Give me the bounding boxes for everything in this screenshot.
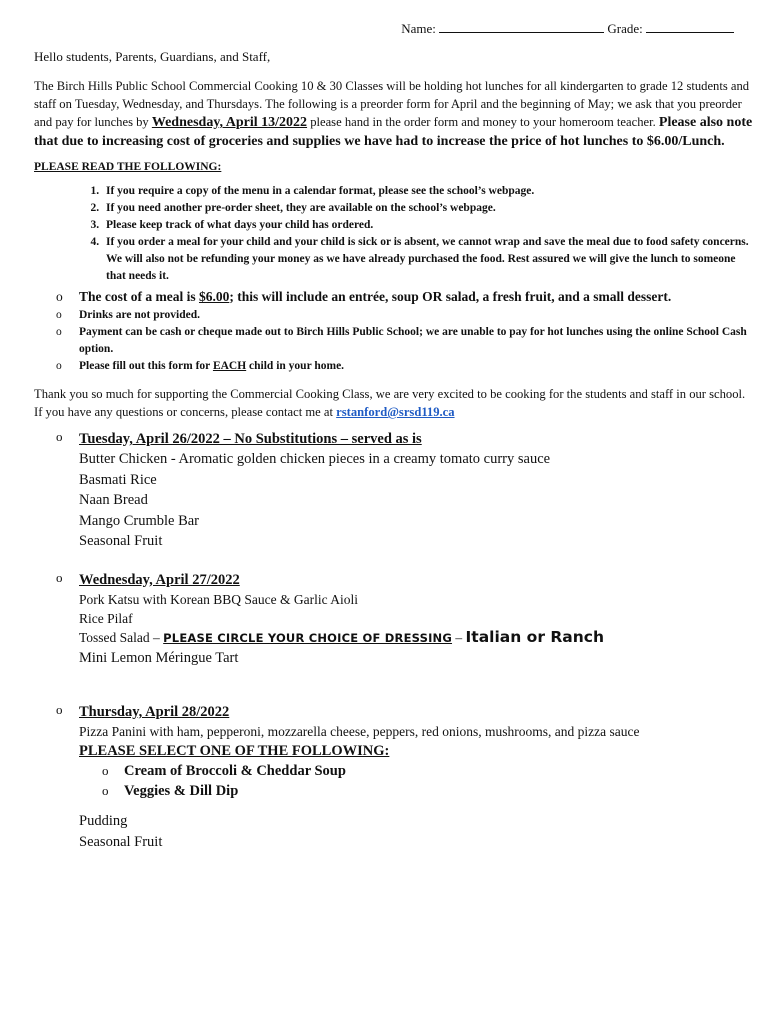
drinks-text: Drinks are not provided.	[79, 309, 200, 321]
option-soup[interactable]	[79, 761, 756, 781]
grade-blank-field[interactable]	[646, 20, 734, 33]
payment-text: Payment can be cash or cheque made out to Birch Hills Public School; we are unable to pay for hot lunches using the online School Cash option.	[79, 326, 747, 355]
wednesday-menu	[34, 570, 756, 669]
greeting: Hello students, Parents, Guardians, and Staff,	[34, 49, 271, 64]
rule-item: 1. If you require a copy of the menu in a calendar format, please see the school’s webpage.	[102, 183, 756, 200]
thanks-paragraph	[34, 385, 756, 421]
menu-item: Basmati Rice	[79, 471, 157, 488]
menu-item: Seasonal Fruit	[79, 533, 163, 549]
salad-label: Tossed Salad –	[79, 629, 164, 645]
form-each-note	[34, 358, 756, 375]
menu-item: Pork Katsu with Korean BBQ Sauce & Garlic Aioli	[79, 591, 358, 607]
soup-salad-options	[79, 761, 756, 801]
contact-email-link[interactable]: rstanford@srsd119.ca	[336, 405, 455, 419]
rule-item: 3. Please keep track of what days your child has ordered.	[102, 217, 756, 234]
bullet-circle-icon: o	[102, 763, 109, 778]
menu-item: Mango Crumble Bar	[79, 512, 200, 529]
form-text-b: child in your home.	[246, 360, 345, 372]
menu-item: Butter Chicken - Aromatic golden chicken pieces in a creamy tomato curry sauce	[79, 451, 551, 467]
order-deadline: Wednesday, April 13/2022	[151, 115, 308, 130]
name-label: Name:	[401, 21, 436, 36]
name-blank-field[interactable]	[439, 20, 604, 33]
order-form-page	[34, 20, 756, 870]
intro-paragraph	[34, 77, 756, 151]
thursday-menu	[34, 702, 756, 852]
cost-text-a: The cost of a meal is	[79, 289, 199, 304]
salad-dressing-line	[79, 628, 756, 648]
menu-item: Rice Pilaf	[79, 610, 133, 626]
payment-note	[34, 324, 756, 358]
bullet-circle-icon: o	[56, 702, 63, 717]
salad-dash: –	[452, 629, 466, 645]
bullet-circle-icon: o	[56, 309, 62, 321]
bullet-circle-icon: o	[102, 783, 109, 798]
thursday-title: Thursday, April 28/2022	[79, 704, 230, 720]
intro-text-1: The Birch Hills Public School Commercial Cooking 10 & 30 Classes will be holding hot lunches for all kindergarten to grade 12 students and staff on Tuesday, Wednesday, and Thursdays. The following is a preorder form for April and the beginning of May; we ask that you preorder and pay for lunches by	[34, 79, 750, 129]
price-increase-notice: Please also note that due to increasing cost of groceries and supplies we have had to increase the price of hot lunches to $6.00/Lunch.	[34, 115, 753, 149]
form-each-word: EACH	[212, 360, 247, 372]
thanks-text: Thank you so much for supporting the Commercial Cooking Class, we are very excited to be cooking for the students and staff in our school. If you have any questions or concerns, please contact me at	[34, 387, 746, 419]
option-soup-label: Cream of Broccoli & Cheddar Soup	[124, 763, 346, 779]
bullet-circle-icon: o	[56, 569, 63, 585]
menu-item: Mini Lemon Méringue Tart	[79, 649, 239, 666]
meal-cost-note	[34, 287, 756, 307]
wednesday-title: Wednesday, April 27/2022	[79, 571, 240, 588]
tuesday-title: Tuesday, April 26/2022 – No Substitutions – served as is	[79, 431, 422, 447]
dressing-choice-heading: PLEASE CIRCLE YOUR CHOICE OF DRESSING	[163, 630, 453, 645]
intro-text-2: please hand in the order form and money to your homeroom teacher.	[307, 115, 659, 129]
option-veggies-label: Veggies & Dill Dip	[124, 783, 239, 799]
bullet-circle-icon: o	[56, 326, 62, 338]
meal-price: $6.00	[198, 289, 230, 304]
bullet-circle-icon: o	[56, 289, 63, 304]
read-following-heading: PLEASE READ THE FOLLOWING:	[34, 161, 222, 173]
form-text-a: Please fill out this form for	[79, 360, 213, 372]
grade-label: Grade:	[607, 21, 643, 36]
rules-list	[34, 183, 756, 285]
notes-list	[34, 287, 756, 375]
tuesday-menu	[34, 429, 756, 552]
menu-item: Pizza Panini with ham, pepperoni, mozzarella cheese, peppers, red onions, mushrooms, and pizza sauce	[79, 724, 640, 739]
rule-item: 4. If you order a meal for your child and your child is sick or is absent, we cannot wrap and save the meal due to food safety concerns. We will also not be refunding your money as we have already purchased the food. Rest assured we will give the lunch to someone that needs it.	[102, 234, 756, 285]
bullet-circle-icon: o	[56, 360, 62, 372]
bullet-circle-icon: o	[56, 429, 63, 444]
cost-text-b: ; this will include an entrée, soup OR salad, a fresh fruit, and a small dessert.	[229, 289, 672, 304]
menu-item: Pudding	[79, 813, 128, 829]
menu-item: Seasonal Fruit	[79, 833, 163, 850]
rule-item: 2. If you need another pre-order sheet, they are available on the school’s webpage.	[102, 200, 756, 217]
name-grade-line	[34, 20, 734, 37]
dressing-options[interactable]: Italian or Ranch	[465, 627, 605, 646]
menu-item: Naan Bread	[79, 492, 148, 508]
option-veggies[interactable]	[79, 781, 756, 801]
drinks-note	[34, 307, 756, 324]
select-one-heading: PLEASE SELECT ONE OF THE FOLLOWING:	[79, 743, 390, 759]
